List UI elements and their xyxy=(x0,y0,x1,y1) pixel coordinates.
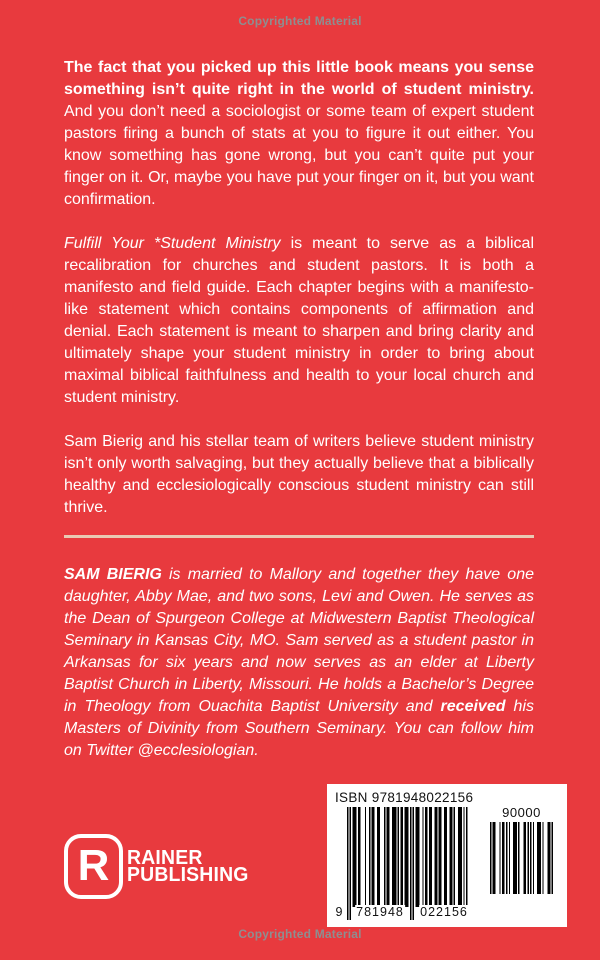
blurb-paragraph-1 xyxy=(64,57,534,211)
ean13-barcode xyxy=(347,807,477,920)
publisher-name-line2: PUBLISHING xyxy=(127,863,249,886)
blurb-lead-bold: The fact that you picked up this little book means you sense something isn’t quite right in the world of student ministry. xyxy=(64,59,534,98)
barcode-supplement-label: 90000 xyxy=(502,805,541,820)
section-divider xyxy=(64,535,534,538)
publisher-logo-icon xyxy=(64,834,123,899)
ean5-supplement-barcode xyxy=(490,822,553,894)
barcode-digits-right: 022156 xyxy=(420,905,468,919)
back-cover-text xyxy=(64,57,534,784)
publisher-logo-letter: R xyxy=(77,840,110,890)
barcode-digits-left: 781948 xyxy=(356,905,404,919)
copyright-watermark-bottom: Copyrighted Material xyxy=(238,927,362,941)
author-bio-text-1: is married to Mallory and together they have one daughter, Abby Mae, and two sons, Levi and Owen. He serves as the Dean of Spurgeon College at Midwestern Baptist Theological Seminary in Kansas City, MO. Sam served as a student pastor in Arkansas for six years and now serves as an elder at Liberty Baptist Church in Liberty, Missouri. He holds a Bachelor’s Degree in Theology from Ouachita Baptist University and xyxy=(64,566,534,715)
author-name: SAM BIERIG xyxy=(64,566,162,583)
publisher-name-line1: RAINER xyxy=(127,846,203,869)
copyright-watermark-top: Copyrighted Material xyxy=(238,14,362,28)
blurb-lead-rest: And you don’t need a sociologist or some team of expert student pastors firing a bunch of stats at you to figure it out either. You know something has gone wrong, but you can’t quite put your finger on it. Or, maybe you have put your finger on it, but you want confirmation. xyxy=(64,103,534,208)
blurb-paragraph-2 xyxy=(64,233,534,409)
isbn-barcode-block xyxy=(327,784,567,927)
author-bio-text-2: his Masters of Divinity from Southern Seminary. You can follow him on Twitter @ecclesiologian. xyxy=(64,698,534,759)
publisher-logo xyxy=(64,834,252,899)
blurb-paragraph-2-rest: is meant to serve as a biblical recalibration for churches and student pastors. It is both a manifesto and field guide. Each chapter begins with a manifesto-like statement which contains components of affirmation and denial. Each statement is meant to sharpen and bring clarity and ultimately shape your student ministry in order to bring about maximal biblical faithfulness and health to your local church and student ministry. xyxy=(64,235,534,406)
book-title-italic: Fulfill Your *Student Ministry xyxy=(64,235,281,252)
author-bio-bold-word: received xyxy=(440,698,506,715)
author-bio xyxy=(64,564,534,762)
isbn-label: ISBN 9781948022156 xyxy=(335,790,474,805)
blurb-paragraph-3: Sam Bierig and his stellar team of writers believe student ministry isn’t only worth salvaging, but they actually believe that a biblically healthy and ecclesiologically conscious student ministry can still thrive. xyxy=(64,433,534,516)
barcode-digit-first: 9 xyxy=(335,905,343,919)
publisher-name xyxy=(127,846,249,886)
